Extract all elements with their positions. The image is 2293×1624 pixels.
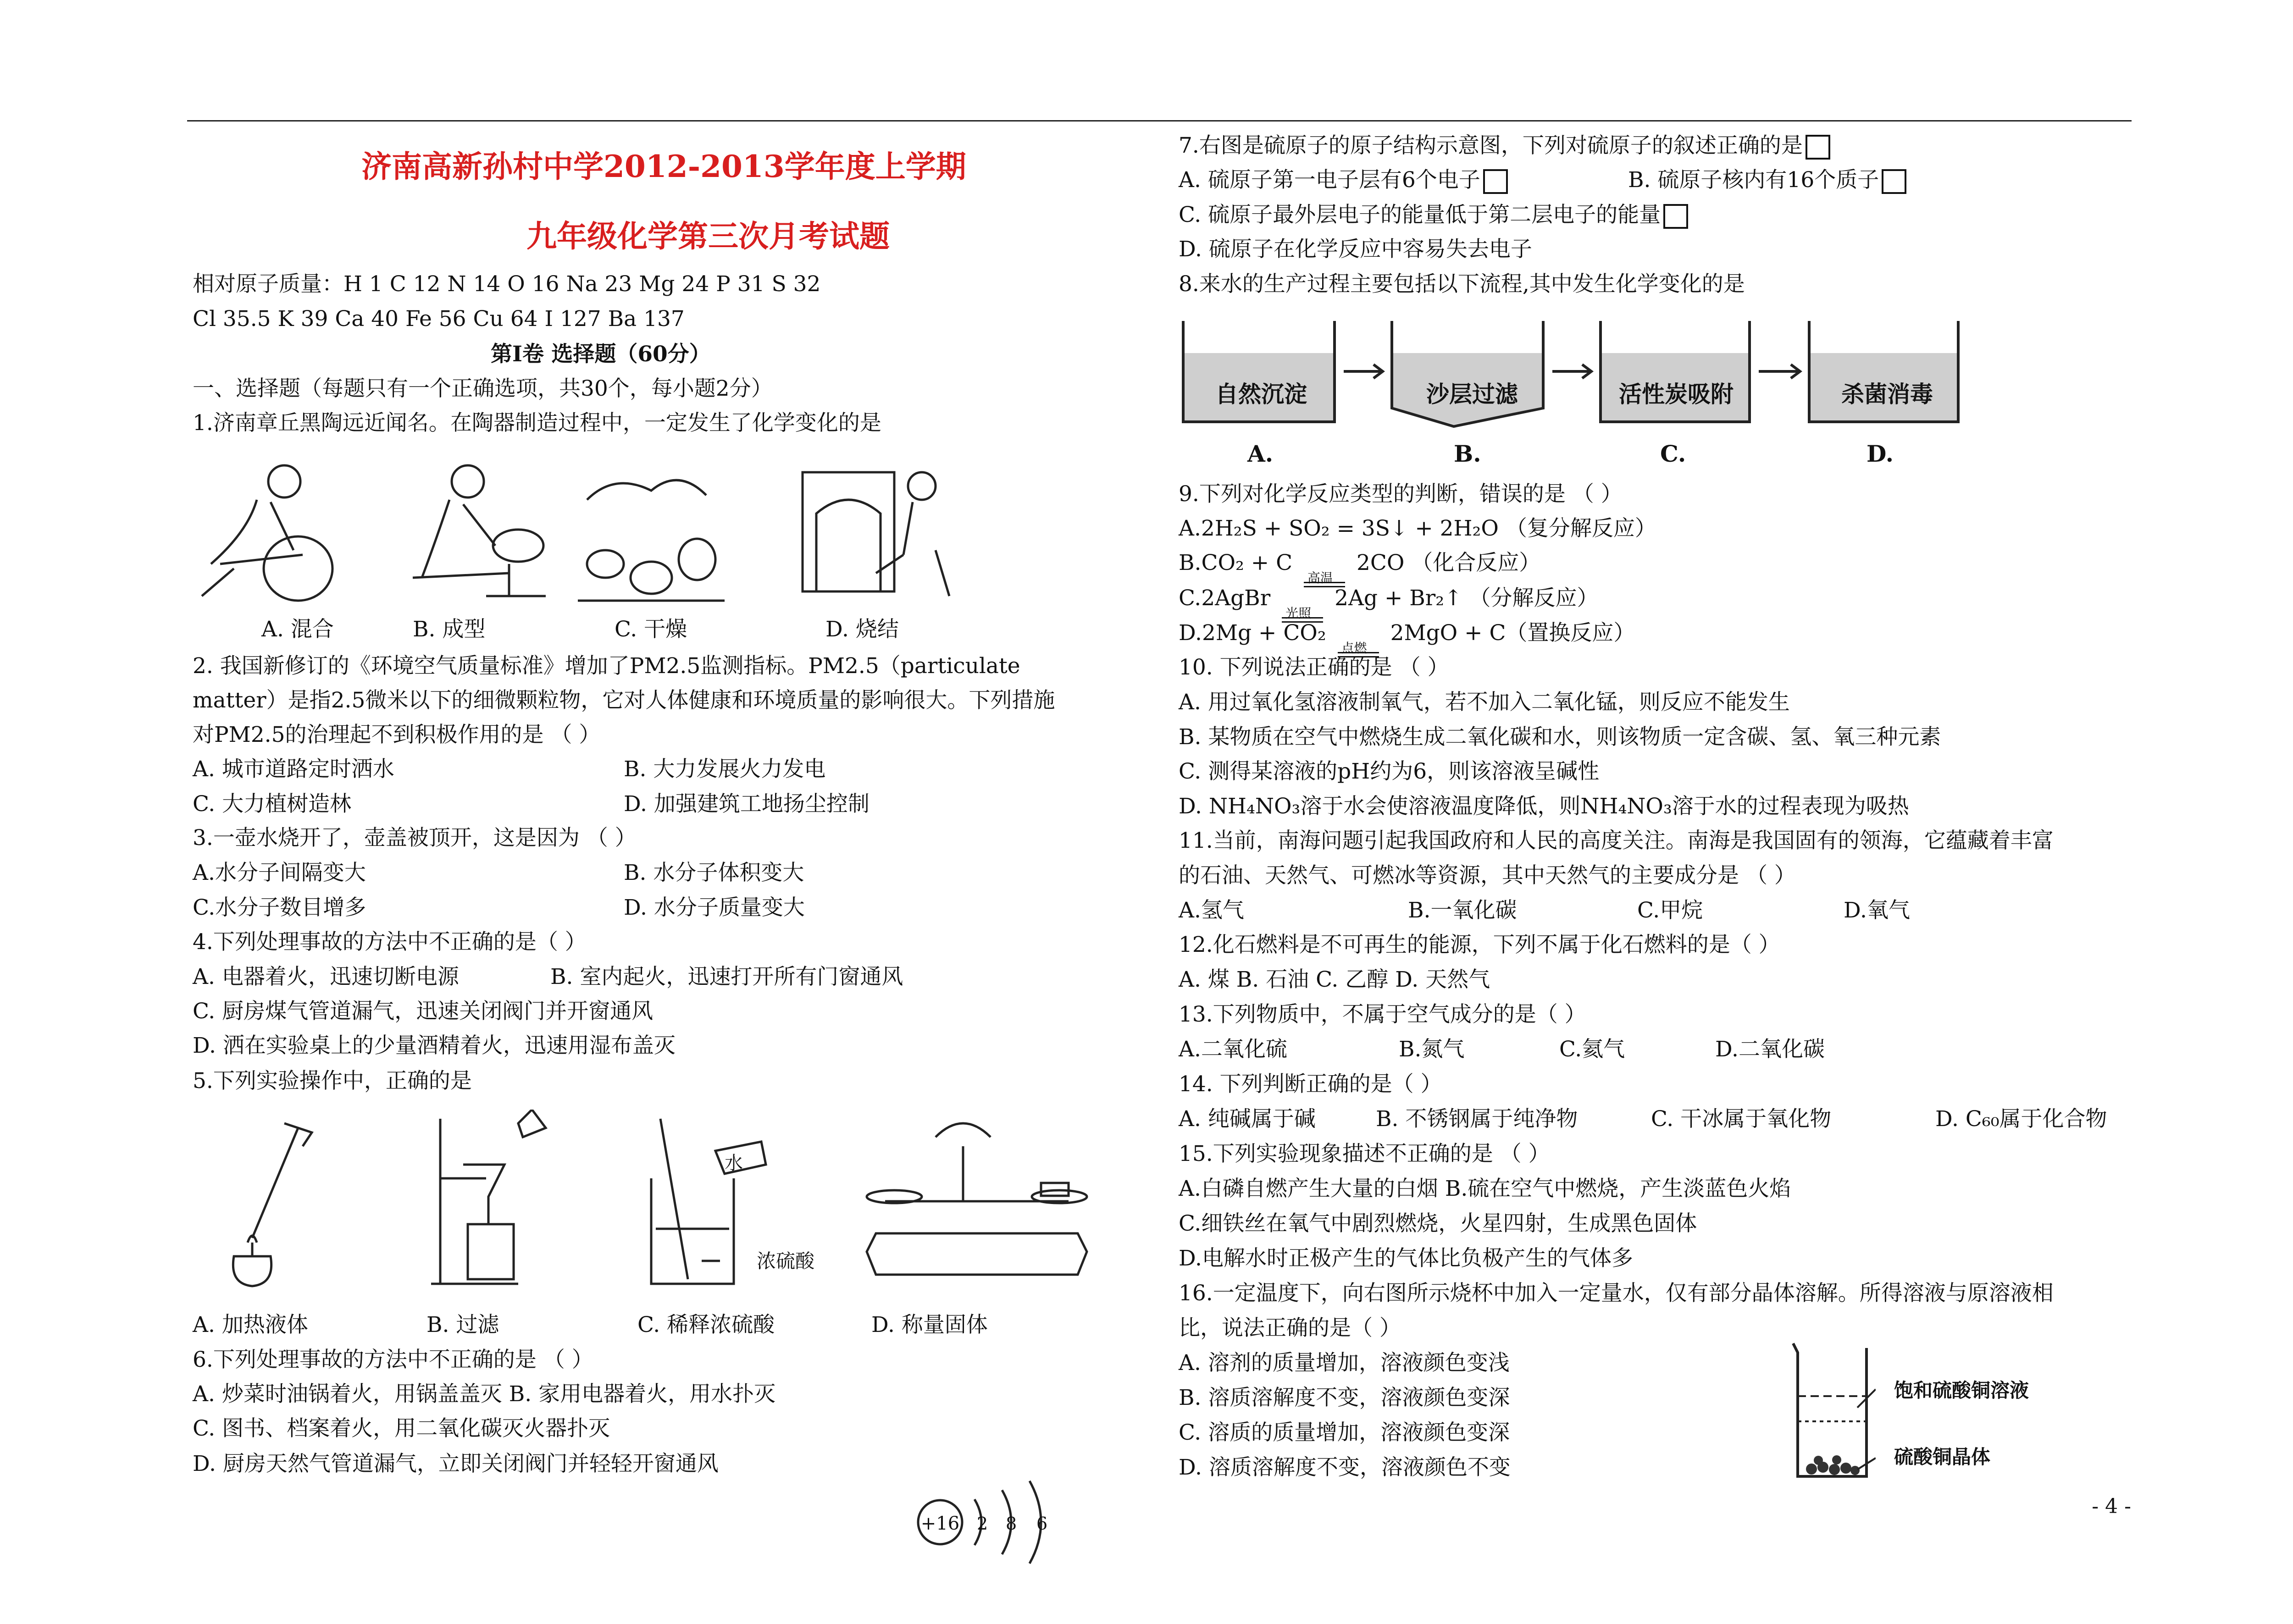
q3-option-c: C.水分子数目增多: [193, 895, 366, 920]
q1-stem: 1.济南章丘黑陶远近闻名。在陶器制造过程中，一定发生了化学变化的是: [193, 410, 881, 436]
q10-option-c: C. 测得某溶液的pH约为6，则该溶液呈碱性: [1179, 759, 1600, 784]
q7-stem-text: 7.右图是硫原子的原子结构示意图，下列对硫原子的叙述正确的是: [1179, 133, 1803, 158]
q9-c-right: 2Ag + Br₂↑ （分解反应）: [1335, 586, 1599, 611]
pottery-drying-figure: [578, 480, 725, 601]
q7-option-d: D. 硫原子在化学反应中容易失去电子: [1179, 237, 1532, 262]
copper-sulfate-beaker: [1784, 1339, 1876, 1486]
q2-line3: 对PM2.5的治理起不到积极作用的是 （ ）: [193, 722, 601, 747]
q7-option-a: [1179, 167, 1508, 194]
atomic-mass-line2: Cl 35.5 K 39 Ca 40 Fe 56 Cu 64 I 127 Ba 137: [193, 306, 685, 331]
q16-line1: 16.一定温度下，向右图所示烧杯中加入一定量水，仅有部分晶体溶解。所得溶液与原溶液相: [1179, 1281, 2054, 1306]
q9-b-condition: 高温: [1307, 570, 1334, 586]
q5-option-b: B. 过滤: [426, 1312, 499, 1337]
q16-line2: 比，说法正确的是（ ）: [1179, 1315, 1401, 1341]
q1-option-a: A. 混合: [261, 617, 334, 642]
pottery-shaping-figure: [413, 465, 546, 596]
q5-water-label: 水: [725, 1153, 743, 1174]
flow-label-a: A.: [1247, 440, 1274, 467]
q16-option-d: D. 溶质溶解度不变，溶液颜色不变: [1179, 1455, 1511, 1480]
q2-option-a: A. 城市道路定时洒水: [193, 757, 394, 782]
flow-label-c: C.: [1660, 440, 1686, 467]
q7-option-b: [1628, 167, 1906, 194]
q4-stem: 4.下列处理事故的方法中不正确的是（ ）: [193, 929, 587, 955]
q16-option-a: A. 溶剂的质量增加，溶液颜色变浅: [1179, 1350, 1510, 1375]
balance-figure: [867, 1123, 1087, 1275]
q13-option-a: A.二氧化硫: [1179, 1037, 1287, 1062]
pottery-firing-figure: [803, 472, 949, 596]
q15-option-c: C.细铁丝在氧气中剧烈燃烧，火星四射，生成黑色固体: [1179, 1211, 1697, 1236]
q8-stem: 8.来水的生产过程主要包括以下流程,其中发生化学变化的是: [1179, 271, 1745, 297]
q9-d-right: 2MgO + C（置换反应）: [1390, 620, 1635, 646]
q3-stem: 3.一壶水烧开了，壶盖被顶开，这是因为 （ ）: [193, 825, 637, 851]
q9-option-b: [1179, 550, 1541, 586]
q14-option-b: B. 不锈钢属于纯净物: [1376, 1106, 1578, 1132]
q1-option-b: B. 成型: [413, 617, 486, 642]
heating-liquid-figure: [233, 1123, 312, 1286]
q16-option-b: B. 溶质溶解度不变，溶液颜色变深: [1179, 1385, 1510, 1410]
q10-option-d: D. NH₄NO₃溶于水会使溶液温度降低，则NH₄NO₃溶于水的过程表现为吸热: [1179, 794, 1909, 819]
q5-stem: 5.下列实验操作中，正确的是: [193, 1068, 472, 1094]
section-instructions: 一、选择题（每题只有一个正确选项，共30个，每小题2分）: [193, 376, 773, 401]
exam-title-line1: 济南高新孙村中学2012-2013学年度上学期: [361, 149, 966, 184]
q9-b-right: 2CO （化合反应）: [1356, 550, 1541, 575]
q7-stem: [1179, 133, 1830, 160]
flow-step-3: 活性炭吸附: [1619, 381, 1734, 408]
q10-stem: 10. 下列说法正确的是 （ ）: [1179, 655, 1449, 680]
q14-option-a: A. 纯碱属于碱: [1179, 1106, 1316, 1132]
q5-figures: [193, 1110, 1110, 1293]
atom-shell-2: 8: [1006, 1514, 1017, 1534]
q9-stem: 9.下列对化学反应类型的判断，错误的是 （ ）: [1179, 481, 1623, 507]
q15-stem: 15.下列实验现象描述不正确的是 （ ）: [1179, 1141, 1550, 1166]
q1-option-c: C. 干燥: [615, 617, 687, 642]
flow-label-b: B.: [1454, 440, 1481, 467]
q9-b-left: B.CO₂ + C: [1179, 550, 1293, 575]
q11-line2: 的石油、天然气、可燃冰等资源，其中天然气的主要成分是 （ ）: [1179, 863, 1796, 888]
q16-option-c: C. 溶质的质量增加，溶液颜色变深: [1179, 1420, 1510, 1445]
q13-option-d: D.二氧化碳: [1715, 1037, 1825, 1062]
q1-option-d: D. 烧结: [825, 617, 899, 642]
q7-option-c: [1179, 202, 1688, 229]
q6-option-d: D. 厨房天然气管道漏气，立即关闭阀门并轻轻开窗通风: [193, 1451, 719, 1476]
q6-stem: 6.下列处理事故的方法中不正确的是 （ ）: [193, 1347, 593, 1372]
q11-option-b: B.一氧化碳: [1408, 898, 1517, 923]
answer-box[interactable]: [1882, 169, 1906, 194]
q15-option-d: D.电解水时正极产生的气体比负极产生的气体多: [1179, 1246, 1633, 1271]
q2-line2: matter）是指2.5微米以下的细微颗粒物，它对人体健康和环境质量的影响很大。下列措施: [193, 688, 1055, 713]
q13-option-c: C.氦气: [1559, 1037, 1625, 1062]
flow-step-1: 自然沉淀: [1215, 381, 1307, 408]
q12-stem: 12.化石燃料是不可再生的能源，下列不属于化石燃料的是（ ）: [1179, 932, 1780, 957]
q9-c-condition: 光照: [1285, 606, 1312, 621]
q5-acid-label: 浓硫酸: [757, 1250, 815, 1272]
flow-step-2: 沙层过滤: [1426, 381, 1518, 408]
exam-title-line2: 九年级化学第三次月考试题: [526, 218, 890, 254]
filtration-figure: [431, 1110, 546, 1284]
atom-nucleus-label: +16: [920, 1513, 960, 1534]
q10-option-b: B. 某物质在空气中燃烧生成二氧化碳和水，则该物质一定含碳、氢、氧三种元素: [1179, 724, 1941, 750]
q2-option-c: C. 大力植树造林: [193, 791, 352, 817]
sulfur-atom-diagram: [908, 1467, 1101, 1586]
q6-option-ab: A. 炒菜时油锅着火，用锅盖盖灭 B. 家用电器着火，用水扑灭: [193, 1381, 776, 1407]
q7-option-c-text: C. 硫原子最外层电子的能量低于第二层电子的能量: [1179, 202, 1661, 227]
q14-option-c: C. 干冰属于氧化物: [1651, 1106, 1832, 1132]
q14-option-d: D. C₆₀属于化合物: [1935, 1106, 2107, 1132]
beaker-solution-label: 饱和硫酸铜溶液: [1894, 1379, 2029, 1402]
q5-option-a: A. 加热液体: [193, 1312, 308, 1337]
q13-option-b: B.氮气: [1399, 1037, 1465, 1062]
q5-option-c: C. 稀释浓硫酸: [637, 1312, 775, 1337]
q9-d-condition: 点燃: [1341, 641, 1367, 656]
q12-options: A. 煤 B. 石油 C. 乙醇 D. 天然气: [1179, 967, 1490, 992]
top-rule: [187, 120, 2132, 122]
q5-option-d: D. 称量固体: [871, 1312, 988, 1337]
q11-option-d: D.氧气: [1844, 898, 1910, 923]
q6-option-c: C. 图书、档案着火，用二氧化碳灭火器扑灭: [193, 1416, 610, 1441]
q7-option-a-text: A. 硫原子第一电子层有6个电子: [1179, 167, 1480, 193]
q4-option-d: D. 洒在实验桌上的少量酒精着火，迅速用湿布盖灭: [193, 1033, 676, 1058]
beaker-crystal-label: 硫酸铜晶体: [1894, 1446, 1991, 1468]
q2-line1: 2. 我国新修订的《环境空气质量标准》增加了PM2.5监测指标。PM2.5（particulate: [193, 653, 1020, 679]
atom-shell-1: 2: [977, 1514, 988, 1534]
q4-option-c: C. 厨房煤气管道漏气，迅速关闭阀门并开窗通风: [193, 999, 654, 1024]
q14-stem: 14. 下列判断正确的是（ ）: [1179, 1072, 1442, 1097]
section-title: 第Ⅰ卷 选择题（60分）: [491, 342, 711, 367]
q9-option-a: A.2H₂S + SO₂ = 3S↓ + 2H₂O （复分解反应）: [1179, 516, 1656, 541]
q3-option-b: B. 水分子体积变大: [624, 860, 804, 885]
q3-option-a: A.水分子间隔变大: [193, 860, 366, 885]
answer-box[interactable]: [1663, 204, 1688, 229]
answer-box[interactable]: [1483, 169, 1508, 194]
q10-option-a: A. 用过氧化氢溶液制氧气，若不加入二氧化锰，则反应不能发生: [1179, 690, 1790, 715]
page-number: - 4 -: [2092, 1495, 2131, 1518]
q4-option-a: A. 电器着火，迅速切断电源: [193, 964, 459, 989]
q15-option-ab: A.白磷自燃产生大量的白烟 B.硫在空气中燃烧，产生淡蓝色火焰: [1179, 1176, 1791, 1201]
q9-option-c: [1179, 586, 1599, 621]
atomic-mass-line1: 相对原子质量：H 1 C 12 N 14 O 16 Na 23 Mg 24 P 31 S 32: [193, 271, 821, 297]
atom-shell-3: 6: [1036, 1514, 1048, 1534]
q3-option-d: D. 水分子质量变大: [624, 895, 805, 920]
diluting-acid-figure: [651, 1119, 766, 1284]
flow-step-4: 杀菌消毒: [1841, 381, 1933, 408]
q1-figures: [193, 458, 1064, 610]
q11-line1: 11.当前，南海问题引起我国政府和人民的高度关注。南海是我国固有的领海，它蕴藏着丰富: [1179, 828, 2054, 853]
q13-stem: 13.下列物质中，不属于空气成分的是（ ）: [1179, 1002, 1586, 1027]
q4-option-b: B. 室内起火，迅速打开所有门窗通风: [550, 964, 903, 989]
q2-option-b: B. 大力发展火力发电: [624, 757, 826, 782]
answer-box[interactable]: [1806, 135, 1830, 160]
q9-c-left: C.2AgBr: [1179, 586, 1271, 611]
q7-option-b-text: B. 硫原子核内有16个质子: [1628, 167, 1879, 193]
pottery-mixing-figure: [202, 465, 332, 601]
q11-option-a: A.氢气: [1179, 898, 1244, 923]
flow-label-d: D.: [1867, 440, 1894, 467]
q9-d-left: D.2Mg + CO₂: [1179, 620, 1326, 646]
q2-option-d: D. 加强建筑工地扬尘控制: [624, 791, 870, 817]
q9-option-d: [1179, 620, 1635, 656]
q11-option-c: C.甲烷: [1637, 898, 1703, 923]
